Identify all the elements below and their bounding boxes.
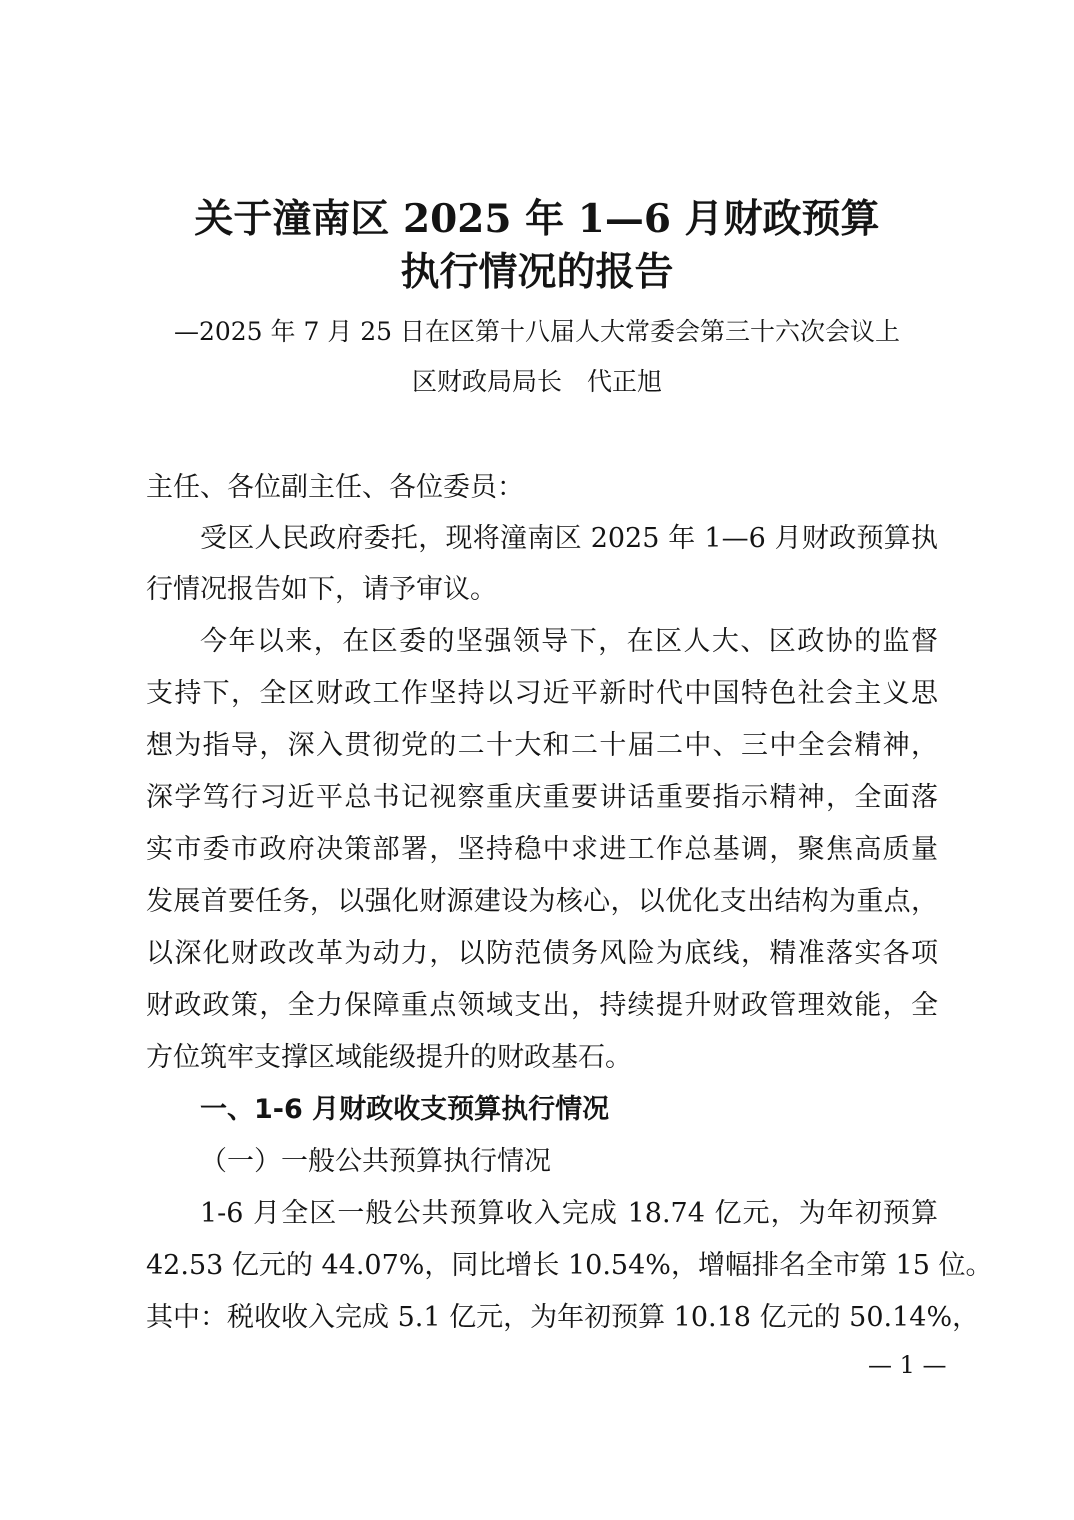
paragraph-1-line: 行情况报告如下，请予审议。 — [146, 574, 497, 605]
salutation: 主任、各位副主任、各位委员： — [146, 472, 524, 503]
section-1-heading: 一、1-6 月财政收支预算执行情况 — [200, 1094, 610, 1125]
subsection-1-heading: （一）一般公共预算执行情况 — [200, 1146, 551, 1177]
paragraph-2-line: 支持下，全区财政工作坚持以习近平新时代中国特色社会主义思 — [146, 678, 938, 709]
paragraph-2-line: 发展首要任务，以强化财源建设为核心，以优化支出结构为重点， — [146, 886, 938, 917]
paragraph-2-line: 方位筑牢支撑区域能级提升的财政基石。 — [146, 1042, 632, 1073]
paragraph-3-line: 其中：税收收入完成 5.1 亿元，为年初预算 10.18 亿元的 50.14%， — [146, 1302, 980, 1333]
report-title-line-1: 关于潼南区 2025 年 1—6 月财政预算 — [194, 196, 880, 242]
paragraph-2-line: 以深化财政改革为动力，以防范债务风险为底线，精准落实各项 — [146, 938, 938, 969]
paragraph-2-line: 今年以来，在区委的坚强领导下，在区人大、区政协的监督 — [200, 626, 938, 657]
paragraph-2-line: 财政政策，全力保障重点领域支出，持续提升财政管理效能，全 — [146, 990, 938, 1021]
paragraph-2-line: 深学笃行习近平总书记视察重庆重要讲话重要指示精神，全面落 — [146, 782, 938, 813]
paragraph-3-line: 42.53 亿元的 44.07%，同比增长 10.54%，增幅排名全市第 15 位。 — [146, 1250, 993, 1281]
paragraph-2-line: 想为指导，深入贯彻党的二十大和二十届二中、三中全会精神， — [146, 730, 938, 761]
page-number: — 1 — — [868, 1351, 947, 1379]
report-subtitle-meeting: —2025 年 7 月 25 日在区第十八届人大常委会第三十六次会议上 — [173, 317, 901, 346]
report-subtitle-author: 区财政局局长 代正旭 — [411, 367, 662, 396]
paragraph-2-line: 实市委市政府决策部署，坚持稳中求进工作总基调，聚焦高质量 — [146, 834, 938, 865]
paragraph-1-line: 受区人民政府委托，现将潼南区 2025 年 1—6 月财政预算执 — [200, 523, 938, 554]
report-title-line-2: 执行情况的报告 — [400, 249, 674, 295]
paragraph-3-line: 1-6 月全区一般公共预算收入完成 18.74 亿元，为年初预算 — [200, 1198, 938, 1229]
